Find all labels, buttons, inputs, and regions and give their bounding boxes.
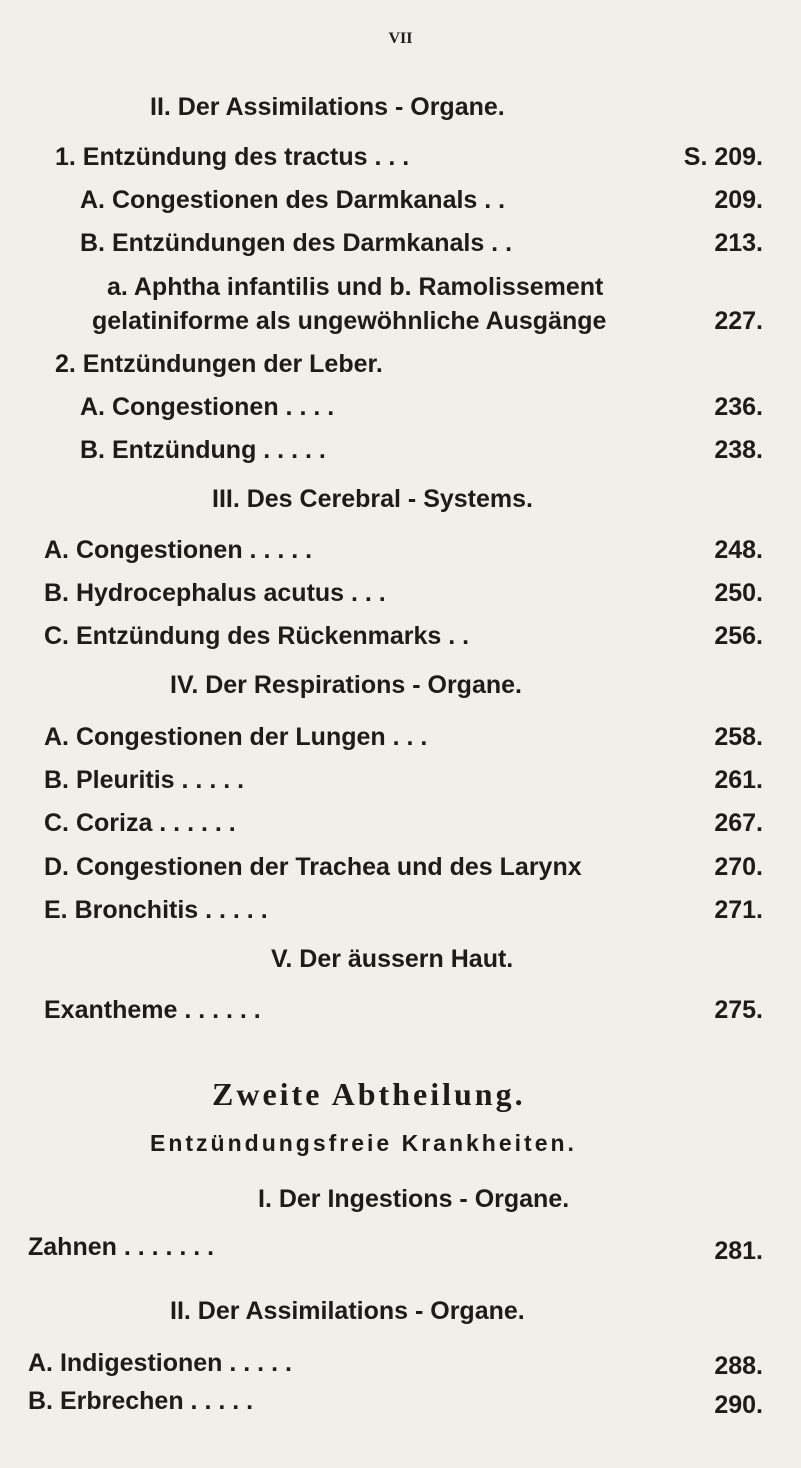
toc-entry-label: A. Congestionen . . . . . <box>44 536 313 564</box>
part-title: Zweite Abtheilung. <box>212 1076 526 1112</box>
toc-entry-page: 248. <box>714 536 763 564</box>
toc-entry-page: 267. <box>714 809 763 837</box>
section-heading-assimilation: II. Der Assimilations - Organe. <box>150 93 505 121</box>
toc-entry-label: gelatiniforme als ungewöhnliche Ausgänge <box>92 307 607 335</box>
toc-entry-page: S. 209. <box>683 143 763 171</box>
toc-entry-label: 1. Entzündung des tractus . . . <box>55 143 410 171</box>
toc-entry-label: B. Hydrocephalus acutus . . . <box>44 579 386 607</box>
toc-entry-label: A. Congestionen der Lungen . . . <box>44 723 428 751</box>
section-heading-respiration: IV. Der Respirations - Organe. <box>170 671 522 699</box>
toc-entry-page: 290. <box>714 1391 763 1419</box>
part-subtitle: Entzündungsfreie Krankheiten. <box>150 1130 577 1156</box>
toc-entry-label: C. Entzündung des Rückenmarks . . <box>44 622 470 650</box>
page-number: VII <box>388 30 413 47</box>
toc-entry-label: B. Entzündungen des Darmkanals . . <box>80 229 513 257</box>
toc-entry-page: 275. <box>714 996 763 1024</box>
toc-entry-page: 256. <box>714 622 763 650</box>
toc-entry-label: 2. Entzündungen der Leber. <box>55 350 383 378</box>
toc-entry-label: B. Pleuritis . . . . . <box>44 766 245 794</box>
section-heading-skin: V. Der äussern Haut. <box>271 945 514 973</box>
toc-entry-page: 250. <box>714 579 763 607</box>
toc-entry-label: A. Congestionen . . . . <box>80 393 335 421</box>
toc-entry-label: E. Bronchitis . . . . . <box>44 896 268 924</box>
section-heading-assimilation-2: II. Der Assimilations - Organe. <box>170 1297 525 1325</box>
toc-entry-label: Exantheme . . . . . . <box>44 996 261 1024</box>
toc-entry-page: 209. <box>714 186 763 214</box>
toc-entry-page: 271. <box>714 896 763 924</box>
toc-entry-label: Zahnen . . . . . . . <box>28 1233 215 1261</box>
toc-entry-label: A. Indigestionen . . . . . <box>28 1349 292 1377</box>
toc-entry-page: 270. <box>714 853 763 881</box>
toc-entry-page: 213. <box>714 229 763 257</box>
toc-entry-page: 258. <box>714 723 763 751</box>
section-heading-ingestion: I. Der Ingestions - Organe. <box>258 1185 570 1213</box>
toc-entry-label: D. Congestionen der Trachea und des Larynx <box>44 853 582 881</box>
toc-entry-page: 288. <box>714 1352 763 1380</box>
toc-entry-page: 236. <box>714 393 763 421</box>
toc-entry-page: 227. <box>714 307 763 335</box>
toc-entry-page: 281. <box>714 1237 763 1265</box>
toc-entry-page: 261. <box>714 766 763 794</box>
toc-entry-label: B. Erbrechen . . . . . <box>28 1387 254 1415</box>
section-heading-cerebral: III. Des Cerebral - Systems. <box>212 485 533 513</box>
toc-entry-label: C. Coriza . . . . . . <box>44 809 236 837</box>
toc-entry-page: 238. <box>714 436 763 464</box>
toc-entry-label: a. Aphtha infantilis und b. Ramolissement <box>107 273 604 301</box>
toc-entry-label: A. Congestionen des Darmkanals . . <box>80 186 506 214</box>
toc-entry-label: B. Entzündung . . . . . <box>80 436 326 464</box>
